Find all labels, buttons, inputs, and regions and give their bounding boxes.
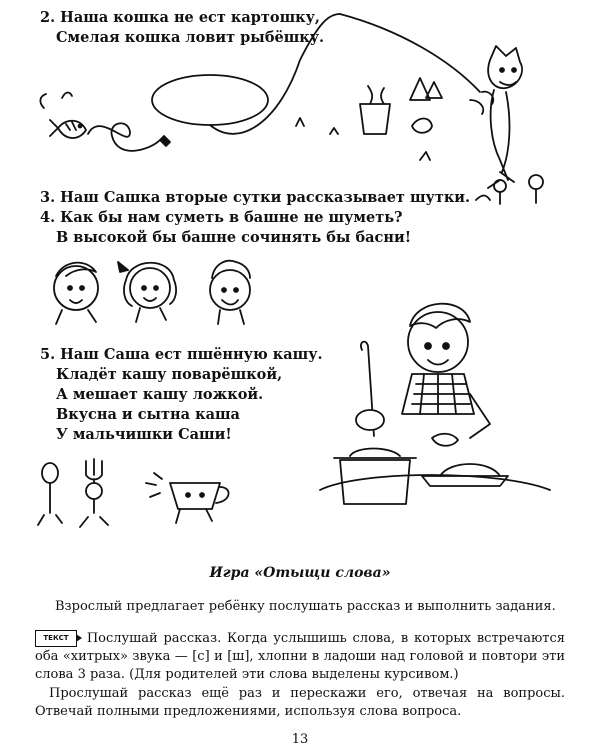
boy-with-porridge-illustration [320, 290, 570, 510]
task-1-text: Послушай рассказ. Когда услышишь слова, в которых встречаются оба «хитрых» звука — [с] и [ш], хлопни в ладоши над головой и повтори эти слова 3 раза. (Для родителей эти слова выделены курсивом.) [35, 631, 565, 682]
fishing-line [210, 14, 340, 134]
verse-3-4 [40, 188, 470, 248]
verse-line: Вкусна и сытна каша [56, 406, 240, 423]
verse-line: 5. Наш Саша ест пшённую кашу. [40, 346, 323, 363]
girl-face-icon [118, 262, 176, 322]
section-title: Игра «Отыщи слова» [209, 565, 391, 581]
child-face-icon [54, 263, 98, 324]
cup-icon [146, 473, 229, 523]
fishing-rod [340, 14, 480, 92]
verse-line: У мальчишки Саши! [56, 426, 232, 443]
verse-line: А мешает кашу ложкой. [56, 386, 264, 403]
bucket-icon [360, 86, 390, 134]
task-1-paragraph [35, 630, 565, 684]
boy-face-icon [210, 261, 250, 324]
three-children-faces [40, 250, 280, 330]
float-icon [160, 136, 170, 146]
fishing-line [88, 123, 160, 151]
task-2-paragraph: Прослушай рассказ ещё раз и перескажи его, отвечая на вопросы. Отвечай полными предложениями, используя слова вопроса. [35, 686, 565, 719]
text-badge-icon: ТЕКСТ [35, 630, 77, 647]
line-loop [152, 75, 268, 125]
verse-line: 3. Наш Сашка вторые сутки рассказывает шутки. [40, 189, 471, 206]
verse-line: В высокой бы башне сочинять бы басни! [56, 229, 412, 246]
fish-icon [40, 93, 86, 139]
flower-icon [412, 119, 432, 133]
page-number: 13 [291, 732, 309, 747]
fork-icon [80, 459, 108, 527]
verse-5 [40, 345, 323, 445]
dancing-utensils-illustration [30, 455, 260, 535]
cat-icon [470, 46, 522, 188]
trees-icon [410, 78, 442, 100]
spoon-icon [38, 463, 62, 525]
verse-line: Смелая кошка ловит рыбёшку. [56, 29, 325, 46]
verse-line: 4. Как бы нам суметь в башне не шуметь? [40, 209, 403, 226]
verse-line: Кладёт кашу поварёшкой, [56, 366, 283, 383]
verse-line: 2. Наша кошка не ест картошку, [40, 9, 320, 26]
fishing-cat-illustration [0, 0, 600, 220]
intro-paragraph: Взрослый предлагает ребёнку послушать рассказ и выполнить задания. [55, 599, 556, 614]
